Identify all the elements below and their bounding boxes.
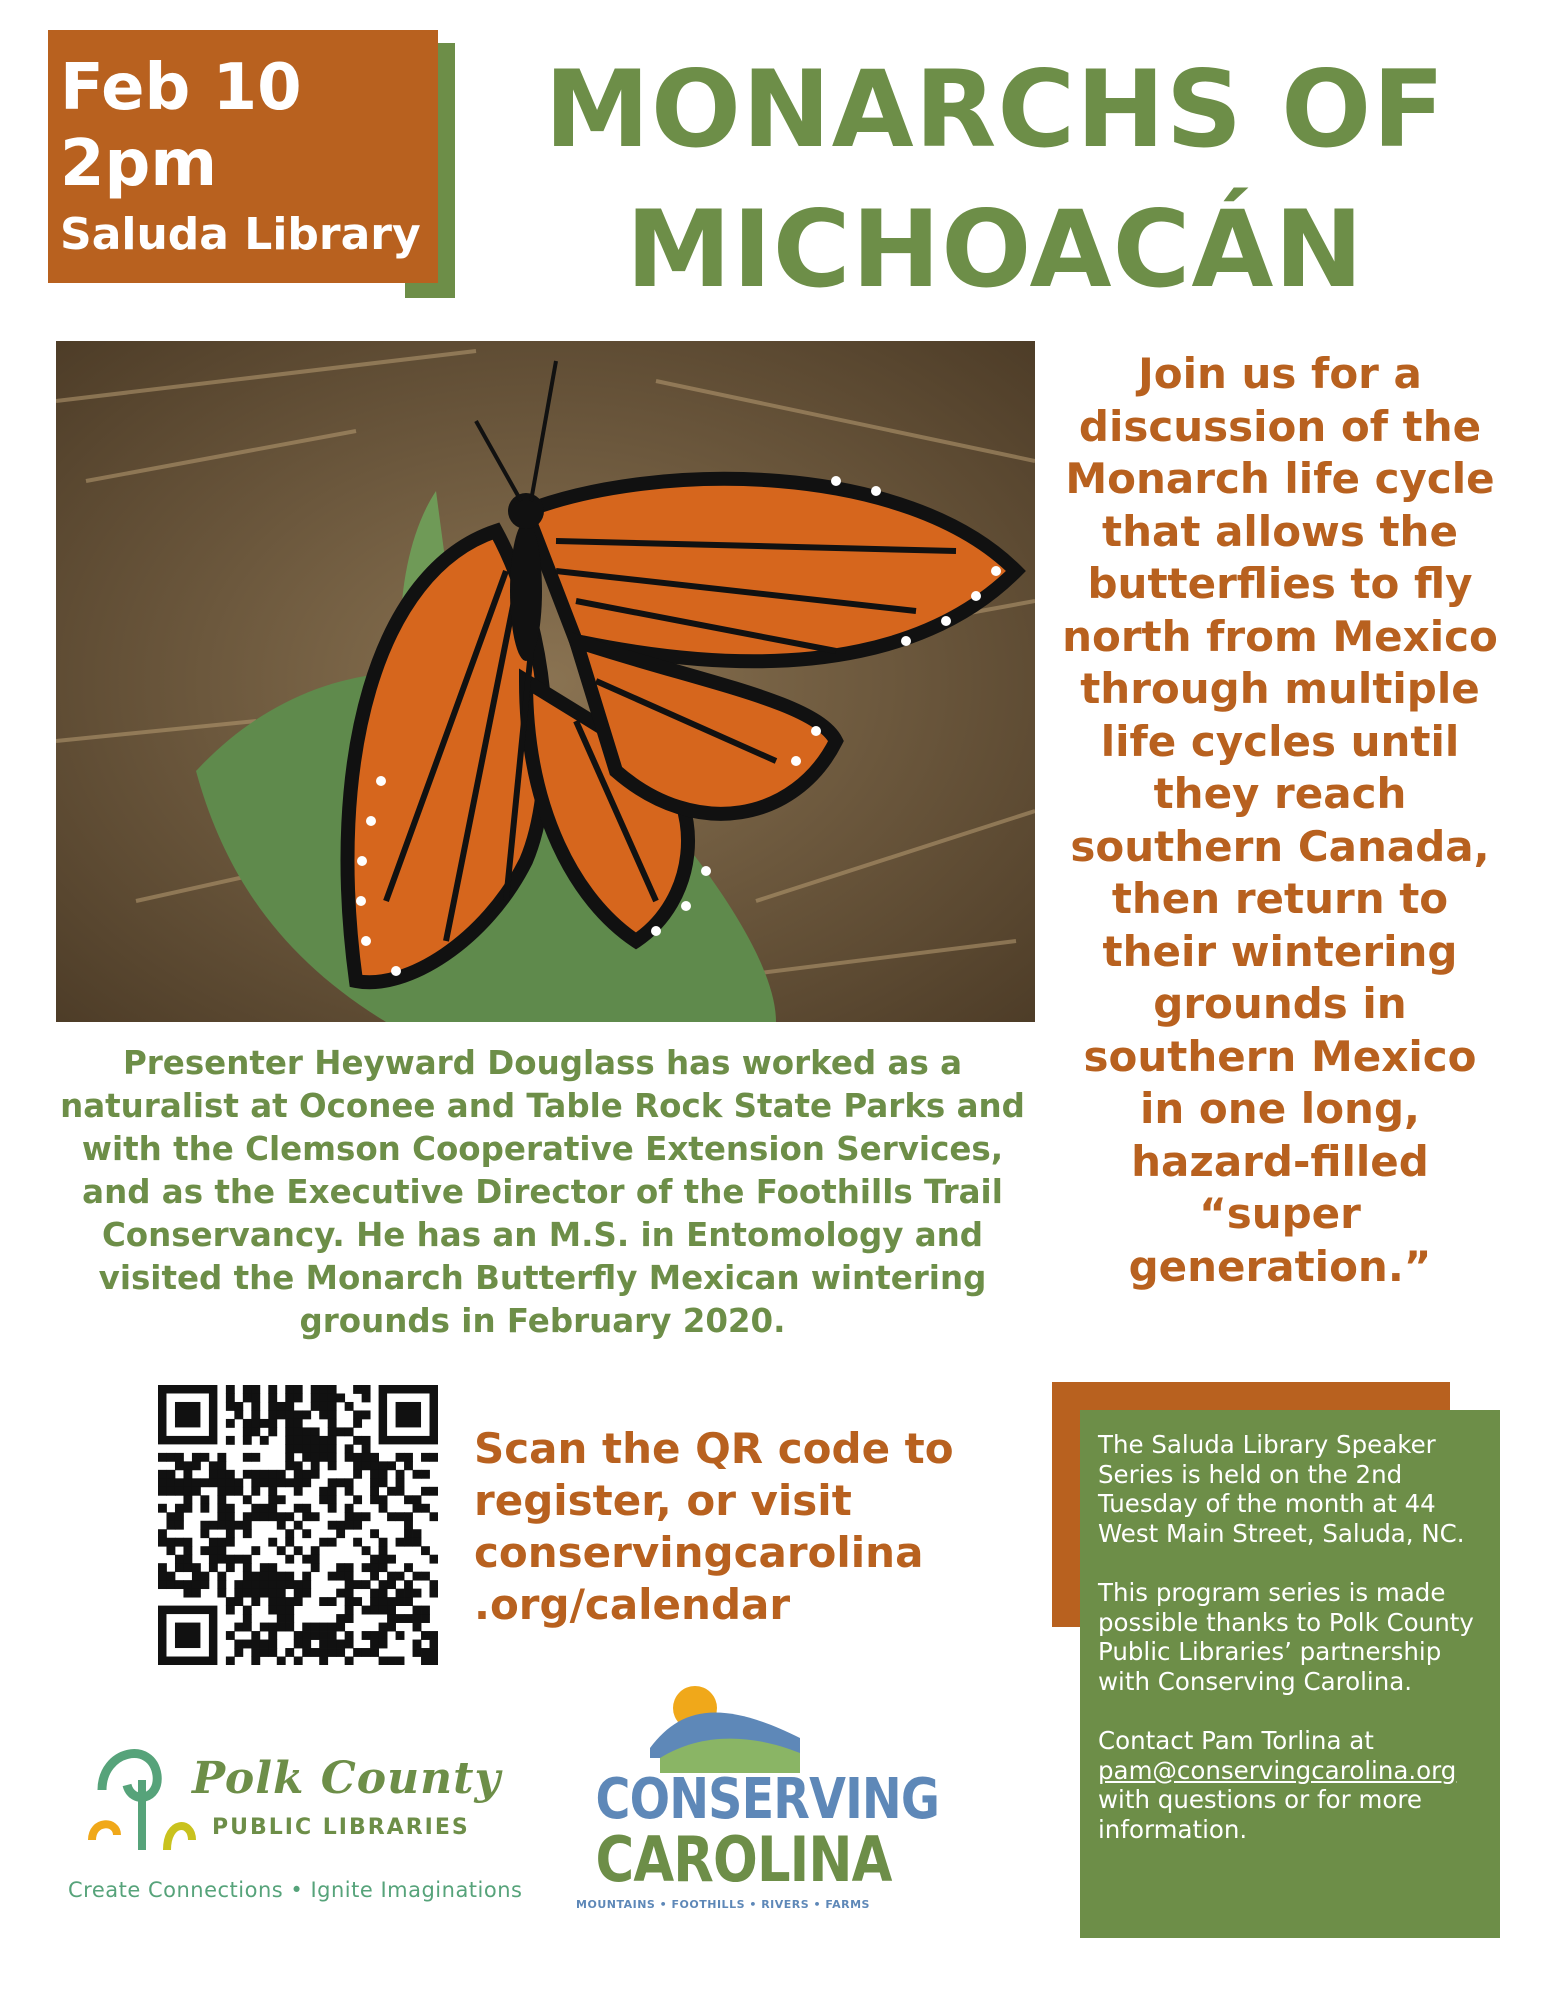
event-time: 2pm xyxy=(60,127,218,201)
contact-email-link[interactable]: pam@conservingcarolina.org xyxy=(1098,1755,1457,1785)
info-contact xyxy=(1098,1726,1482,1844)
event-description: Join us for a discussion of the Monarch life cycle that allows the butterflies to fly north from Mexico through multiple life cycles until they reach southern Canada, then return to their wintering grounds in southern Mexico in one long, hazard-filled “super generation.” xyxy=(1062,349,1498,1291)
event-location: Saluda Library xyxy=(60,209,421,260)
polk-logo-name: Polk County xyxy=(192,1753,502,1804)
qr-code-icon[interactable] xyxy=(158,1385,438,1665)
conserving-carolina-logo xyxy=(650,1678,800,1773)
event-date: Feb 10 xyxy=(60,51,302,125)
speaker-series-info xyxy=(1080,1410,1500,1938)
info-partnership: This program series is made possible thanks to Polk County Public Libraries’ partnership with Conserving Carolina. xyxy=(1098,1578,1474,1696)
event-date-box xyxy=(48,30,438,283)
conserving-carolina-line2: CAROLINA xyxy=(595,1823,892,1896)
presenter-bio: Presenter Heyward Douglass has worked as a naturalist at Oconee and Table Rock State Parks and with the Clemson Cooperative Extension Services, and as the Executive Director of the Foothills Trail Conservancy. He has an M.S. in Entomology and visited the Monarch Butterfly Mexican wintering grounds in February 2020. xyxy=(60,1044,1025,1340)
contact-suffix: with questions or for more information. xyxy=(1098,1785,1422,1844)
butterfly-photo xyxy=(56,341,1035,1022)
register-instructions: Scan the QR code to register, or visit conservingcarolina .org/calendar xyxy=(474,1424,954,1629)
polk-logo-subtitle: PUBLIC LIBRARIES xyxy=(212,1815,470,1840)
title-line-2: MICHOACÁN xyxy=(625,188,1365,311)
title-line-1: MONARCHS OF xyxy=(544,48,1446,171)
conserving-carolina-tagline: MOUNTAINS • FOOTHILLS • RIVERS • FARMS xyxy=(576,1898,870,1911)
contact-prefix: Contact Pam Torlina at xyxy=(1098,1726,1374,1755)
conserving-carolina-line1: CONSERVING xyxy=(595,1767,940,1832)
info-series-schedule: The Saluda Library Speaker Series is held on the 2nd Tuesday of the month at 44 West Main Street, Saluda, NC. xyxy=(1098,1430,1465,1548)
polk-logo-tagline: Create Connections • Ignite Imaginations xyxy=(68,1878,523,1902)
page-title xyxy=(520,40,1470,320)
